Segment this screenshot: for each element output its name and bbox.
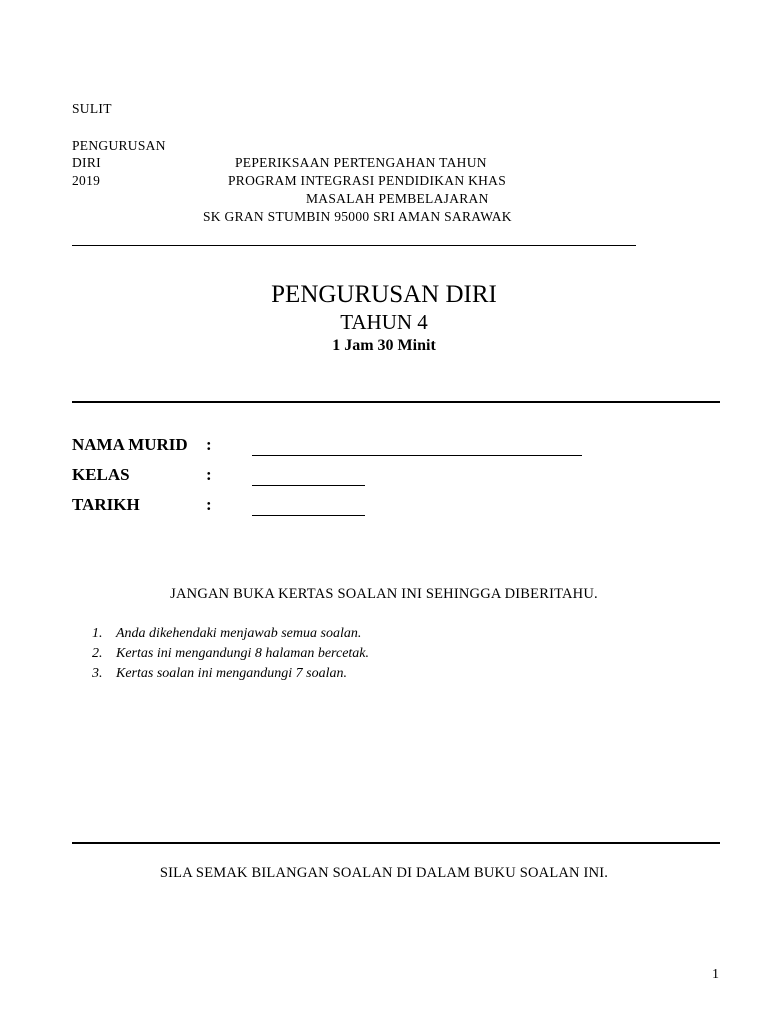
instruction-number: 1. — [92, 626, 103, 641]
title-divider — [72, 401, 720, 403]
program-title: PROGRAM INTEGRASI PENDIDIKAN KHAS — [228, 173, 507, 188]
subject-label-line1: PENGURUSAN — [72, 138, 166, 153]
date-label: TARIKH — [72, 495, 140, 514]
instruction-number: 3. — [92, 666, 103, 681]
confidential-label: SULIT — [72, 101, 112, 116]
instructions-list — [92, 624, 369, 684]
paper-title: PENGURUSAN DIRI — [271, 281, 497, 308]
paper-year-level: TAHUN 4 — [340, 310, 428, 334]
student-name-field[interactable] — [252, 455, 582, 456]
instruction-item — [92, 624, 369, 644]
instruction-number: 2. — [92, 646, 103, 661]
school-name: SK GRAN STUMBIN 95000 SRI AMAN SARAWAK — [203, 209, 512, 224]
header-divider — [72, 245, 636, 246]
check-questions-note: SILA SEMAK BILANGAN SOALAN DI DALAM BUKU SOALAN INI. — [159, 865, 609, 881]
year-label: 2019 — [72, 173, 101, 188]
page-number: 1 — [712, 967, 719, 982]
instruction-text: Anda dikehendaki menjawab semua soalan. — [116, 626, 362, 641]
date-colon: : — [206, 495, 212, 514]
student-name-label: NAMA MURID — [72, 435, 188, 454]
subject-label-line2: DIRI — [72, 155, 101, 170]
student-name-colon: : — [206, 435, 212, 454]
exam-title: PEPERIKSAAN PERTENGAHAN TAHUN — [235, 155, 487, 170]
class-label: KELAS — [72, 465, 130, 484]
class-colon: : — [206, 465, 212, 484]
do-not-open-warning: JANGAN BUKA KERTAS SOALAN INI SEHINGGA DIBERITAHU. — [170, 586, 598, 602]
instruction-text: Kertas ini mengandungi 8 halaman bercetak. — [116, 646, 370, 661]
program-subtitle: MASALAH PEMBELAJARAN — [306, 191, 489, 206]
instruction-item — [92, 644, 369, 664]
paper-duration: 1 Jam 30 Minit — [332, 337, 436, 354]
footer-divider — [72, 842, 720, 844]
date-field[interactable] — [252, 515, 365, 516]
instruction-item — [92, 664, 369, 684]
class-field[interactable] — [252, 485, 365, 486]
instruction-text: Kertas soalan ini mengandungi 7 soalan. — [116, 666, 348, 681]
